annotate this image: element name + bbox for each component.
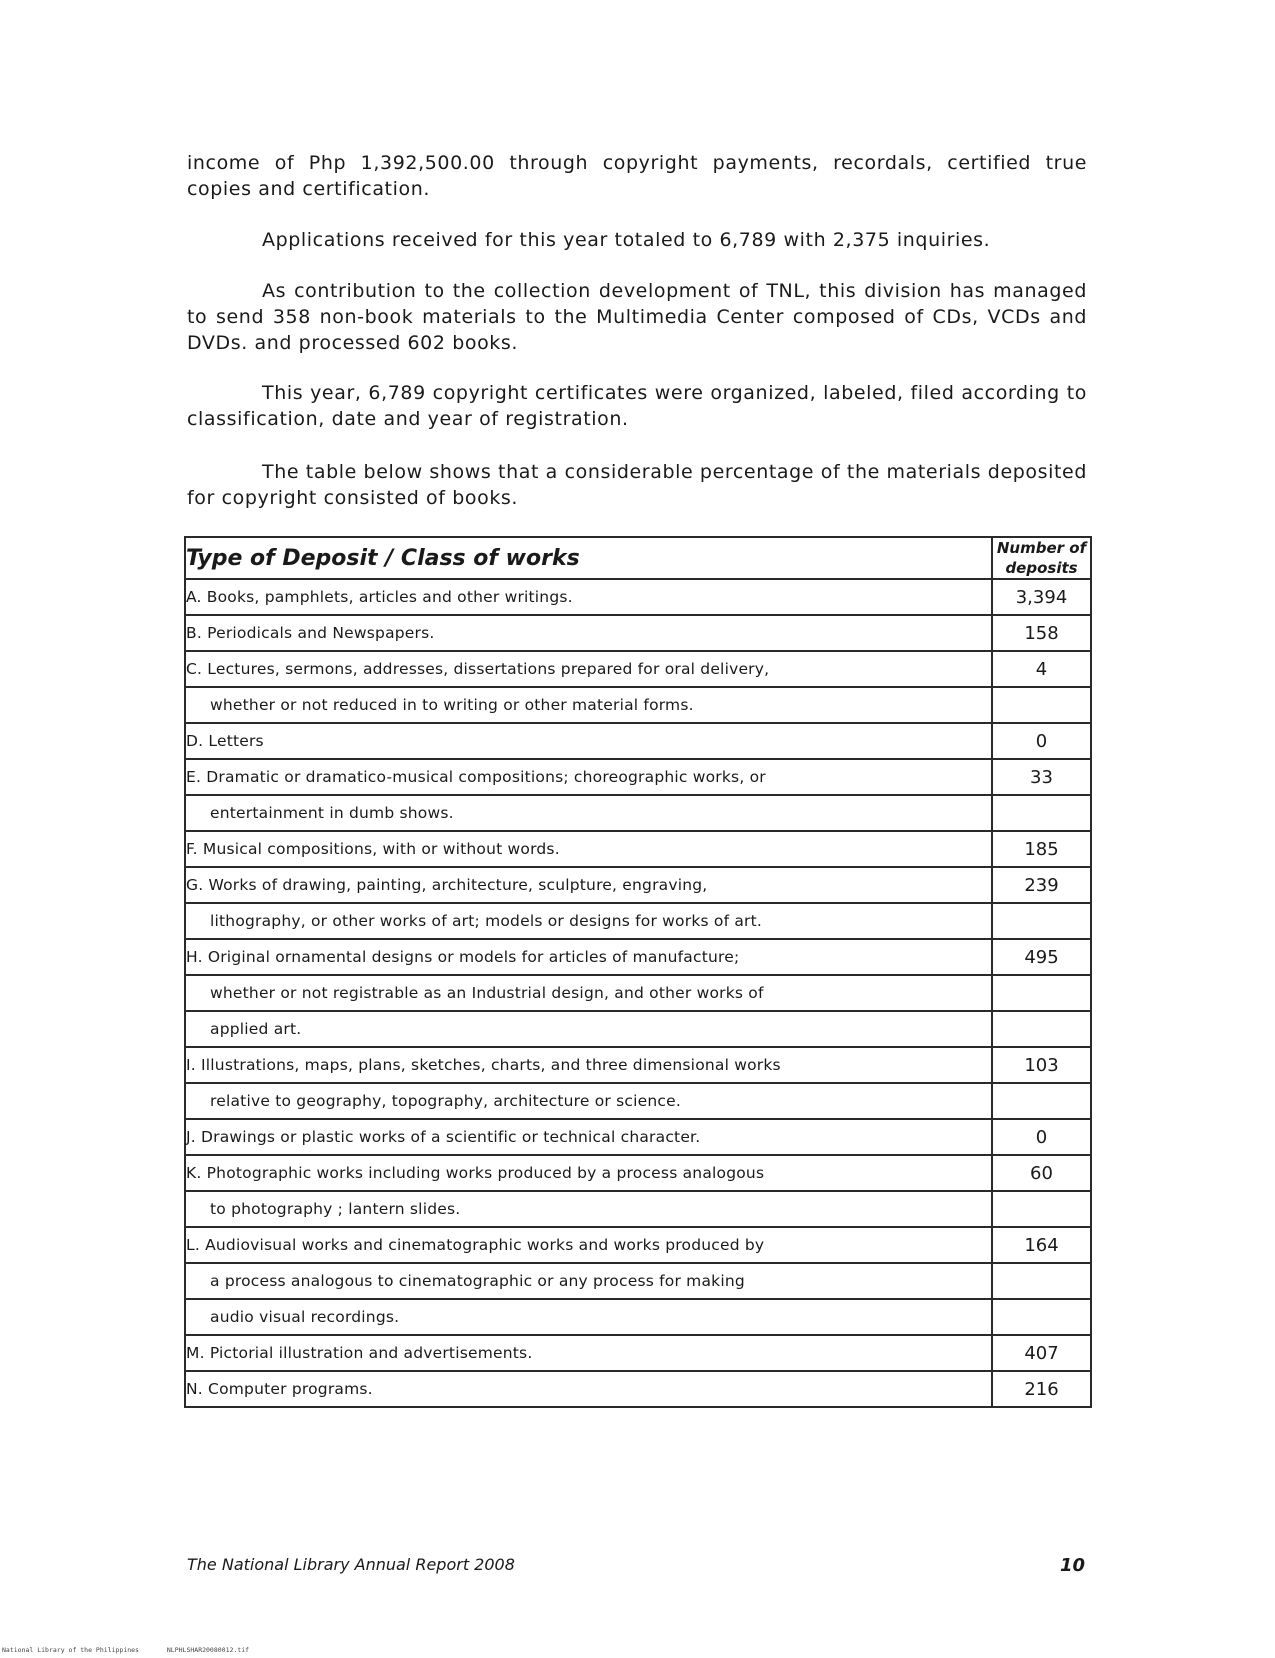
deposit-count-cell: 3,394 xyxy=(992,579,1091,615)
deposit-count-cell: 164 xyxy=(992,1227,1091,1263)
paragraph-table-intro: The table below shows that a considerable percentage of the materials deposited for copyright consisted of books. xyxy=(187,461,1087,509)
deposit-class-cell: whether or not registrable as an Industrial design, and other works of xyxy=(185,975,992,1011)
deposit-class-cell: D. Letters xyxy=(185,723,992,759)
table-row xyxy=(185,939,1091,975)
table-row xyxy=(185,1119,1091,1155)
deposit-count-cell xyxy=(992,903,1091,939)
table-row xyxy=(185,1011,1091,1047)
deposit-count-cell: 0 xyxy=(992,723,1091,759)
table-row xyxy=(185,1155,1091,1191)
deposit-count-cell: 0 xyxy=(992,1119,1091,1155)
scan-tag-source: National Library of the Philippines xyxy=(2,1646,139,1654)
deposit-count-cell: 495 xyxy=(992,939,1091,975)
deposit-class-cell: audio visual recordings. xyxy=(185,1299,992,1335)
table-row xyxy=(185,1047,1091,1083)
deposit-count-cell: 60 xyxy=(992,1155,1091,1191)
deposit-count-cell xyxy=(992,687,1091,723)
header-type-of-deposit: Type of Deposit / Class of works xyxy=(185,537,992,579)
deposit-class-cell: relative to geography, topography, architecture or science. xyxy=(185,1083,992,1119)
table-header-row xyxy=(185,537,1091,579)
table-row xyxy=(185,831,1091,867)
table-row xyxy=(185,1335,1091,1371)
deposit-class-cell: A. Books, pamphlets, articles and other writings. xyxy=(185,579,992,615)
table-row xyxy=(185,723,1091,759)
table-row xyxy=(185,759,1091,795)
table-row xyxy=(185,975,1091,1011)
deposit-count-cell xyxy=(992,1299,1091,1335)
table-row xyxy=(185,1299,1091,1335)
deposit-count-cell: 239 xyxy=(992,867,1091,903)
table-row xyxy=(185,615,1091,651)
deposit-count-cell: 185 xyxy=(992,831,1091,867)
scan-tag xyxy=(2,1646,249,1654)
table-row xyxy=(185,867,1091,903)
deposit-class-cell: K. Photographic works including works produced by a process analogous xyxy=(185,1155,992,1191)
header-number-of-deposits xyxy=(992,537,1091,579)
deposit-count-cell xyxy=(992,975,1091,1011)
table-row xyxy=(185,1191,1091,1227)
deposit-class-cell: C. Lectures, sermons, addresses, dissertations prepared for oral delivery, xyxy=(185,651,992,687)
footer-report-title: The National Library Annual Report 2008 xyxy=(187,1555,515,1574)
deposit-count-cell: 158 xyxy=(992,615,1091,651)
deposits-table xyxy=(184,536,1092,1408)
deposit-class-cell: L. Audiovisual works and cinematographic works and works produced by xyxy=(185,1227,992,1263)
deposit-class-cell: M. Pictorial illustration and advertisements. xyxy=(185,1335,992,1371)
deposit-count-cell xyxy=(992,795,1091,831)
paragraph-collection-development: As contribution to the collection development of TNL, this division has managed to send 358 non-book materials to the Multimedia Center composed of CDs, VCDs and DVDs. and processed 602 books. xyxy=(187,280,1087,354)
paragraph-income: income of Php 1,392,500.00 through copyright payments, recordals, certified true copies and certification. xyxy=(187,152,1087,200)
deposit-class-cell: J. Drawings or plastic works of a scientific or technical character. xyxy=(185,1119,992,1155)
deposit-class-cell: F. Musical compositions, with or without words. xyxy=(185,831,992,867)
table-row xyxy=(185,687,1091,723)
header-number-line2: deposits xyxy=(1005,559,1078,577)
deposit-count-cell xyxy=(992,1191,1091,1227)
table-row xyxy=(185,1371,1091,1407)
deposit-count-cell: 407 xyxy=(992,1335,1091,1371)
deposit-count-cell xyxy=(992,1263,1091,1299)
table-row xyxy=(185,1227,1091,1263)
deposit-class-cell: H. Original ornamental designs or models for articles of manufacture; xyxy=(185,939,992,975)
paragraph-certificates: This year, 6,789 copyright certificates were organized, labeled, filed according to classification, date and year of registration. xyxy=(187,382,1087,430)
header-number-line1: Number of xyxy=(996,539,1087,557)
deposit-class-cell: applied art. xyxy=(185,1011,992,1047)
deposit-count-cell xyxy=(992,1011,1091,1047)
deposit-class-cell: G. Works of drawing, painting, architecture, sculpture, engraving, xyxy=(185,867,992,903)
table-row xyxy=(185,795,1091,831)
scan-tag-file: NLPHLSHAR20080012.tif xyxy=(166,1646,250,1654)
deposit-count-cell: 216 xyxy=(992,1371,1091,1407)
footer-page-number: 10 xyxy=(1059,1555,1085,1576)
deposit-class-cell: E. Dramatic or dramatico-musical compositions; choreographic works, or xyxy=(185,759,992,795)
deposit-count-cell xyxy=(992,1083,1091,1119)
deposit-count-cell: 103 xyxy=(992,1047,1091,1083)
deposit-class-cell: whether or not reduced in to writing or other material forms. xyxy=(185,687,992,723)
deposit-class-cell: to photography ; lantern slides. xyxy=(185,1191,992,1227)
table-body xyxy=(185,579,1091,1407)
table-row xyxy=(185,1083,1091,1119)
deposit-class-cell: N. Computer programs. xyxy=(185,1371,992,1407)
deposit-class-cell: a process analogous to cinematographic or any process for making xyxy=(185,1263,992,1299)
table-row xyxy=(185,903,1091,939)
deposit-count-cell: 4 xyxy=(992,651,1091,687)
deposit-class-cell: entertainment in dumb shows. xyxy=(185,795,992,831)
deposit-count-cell: 33 xyxy=(992,759,1091,795)
table-row xyxy=(185,579,1091,615)
deposit-class-cell: I. Illustrations, maps, plans, sketches, charts, and three dimensional works xyxy=(185,1047,992,1083)
deposit-class-cell: lithography, or other works of art; models or designs for works of art. xyxy=(185,903,992,939)
table-row xyxy=(185,1263,1091,1299)
table-row xyxy=(185,651,1091,687)
paragraph-applications: Applications received for this year totaled to 6,789 with 2,375 inquiries. xyxy=(262,229,991,251)
deposit-class-cell: B. Periodicals and Newspapers. xyxy=(185,615,992,651)
